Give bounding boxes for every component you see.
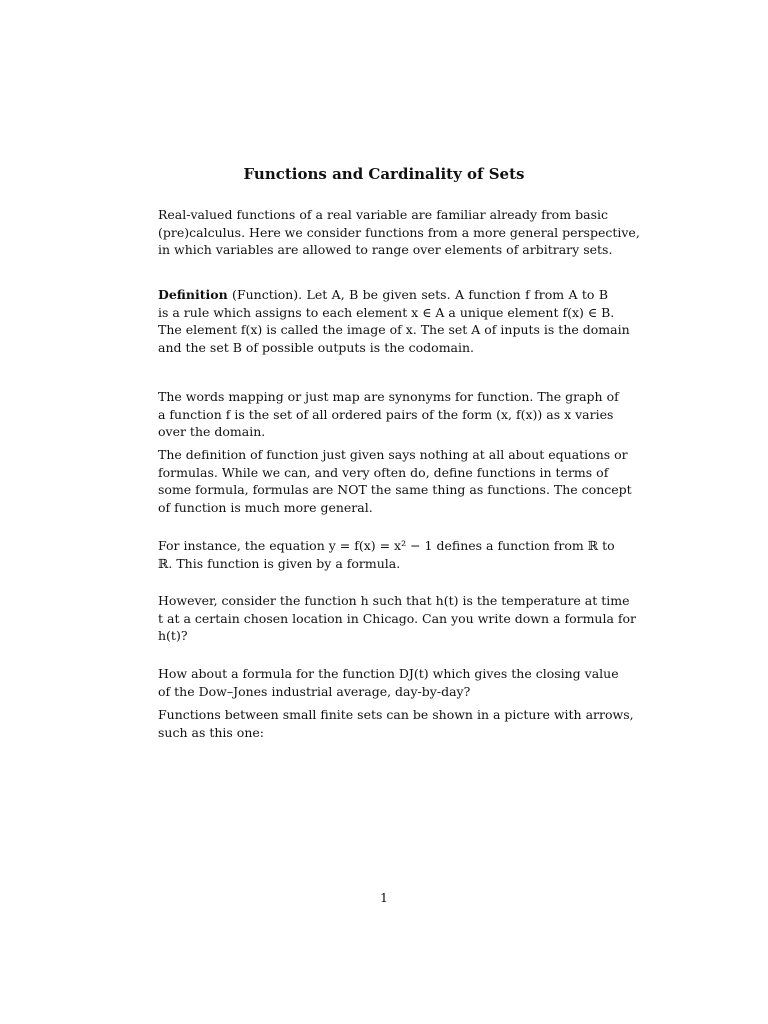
- text-line: Functions between small finite sets can be shown in a picture with arrows,: [158, 707, 634, 722]
- arrows-paragraph: [158, 706, 634, 741]
- temperature-paragraph: [158, 592, 637, 645]
- dowjones-paragraph: [158, 665, 619, 700]
- definition-heading: Definition: [158, 287, 228, 302]
- text-line: The words mapping or just map are synonyms for function. The graph of: [158, 389, 619, 404]
- text-line: For instance, the equation y = f(x) = x² − 1 defines a function from ℝ to: [158, 538, 615, 553]
- text-line: The element f(x) is called the image of x. The set A of inputs is the domain: [158, 322, 630, 337]
- mapping-paragraph: [158, 388, 619, 441]
- page-number: 1: [380, 890, 388, 905]
- text-line: However, consider the function h such that h(t) is the temperature at time: [158, 593, 630, 608]
- text-line: Real-valued functions of a real variable are familiar already from basic: [158, 207, 608, 222]
- text-line: some formula, formulas are NOT the same thing as functions. The concept: [158, 482, 632, 497]
- text-line: (pre)calculus. Here we consider functions from a more general perspective,: [158, 224, 640, 240]
- text-line: t at a certain chosen location in Chicago. Can you write down a formula for: [158, 610, 637, 626]
- text-line: How about a formula for the function DJ(t) which gives the closing value: [158, 666, 619, 681]
- text-line: in which variables are allowed to range over elements of arbitrary sets.: [158, 242, 613, 257]
- text-line: is a rule which assigns to each element x ∈ A a unique element f(x) ∈ B.: [158, 304, 615, 320]
- definition-text: Let A, B be given sets. A function f from A to B: [302, 287, 608, 302]
- text-line: such as this one:: [158, 724, 264, 740]
- text-line: ℝ. This function is given by a formula.: [158, 555, 401, 571]
- text-line: a function f is the set of all ordered pairs of the form (x, f(x)) as x varies: [158, 406, 614, 422]
- text-line: formulas. While we can, and very often do, define functions in terms of: [158, 464, 609, 480]
- definition-discussion-paragraph: [158, 446, 632, 516]
- text-line: of the Dow–Jones industrial average, day-by-day?: [158, 683, 471, 699]
- definition-paragraph: [158, 286, 630, 356]
- text-line: of function is much more general.: [158, 499, 373, 515]
- text-line: The definition of function just given says nothing at all about equations or: [158, 447, 628, 462]
- text-line: h(t)?: [158, 628, 188, 643]
- definition-name: (Function).: [227, 287, 303, 302]
- page-title: Functions and Cardinality of Sets: [243, 165, 525, 183]
- intro-paragraph: [158, 206, 640, 259]
- text-line: [158, 286, 608, 304]
- instance-paragraph: [158, 537, 615, 572]
- text-line: over the domain.: [158, 424, 266, 439]
- text-line: and the set B of possible outputs is the codomain.: [158, 339, 475, 355]
